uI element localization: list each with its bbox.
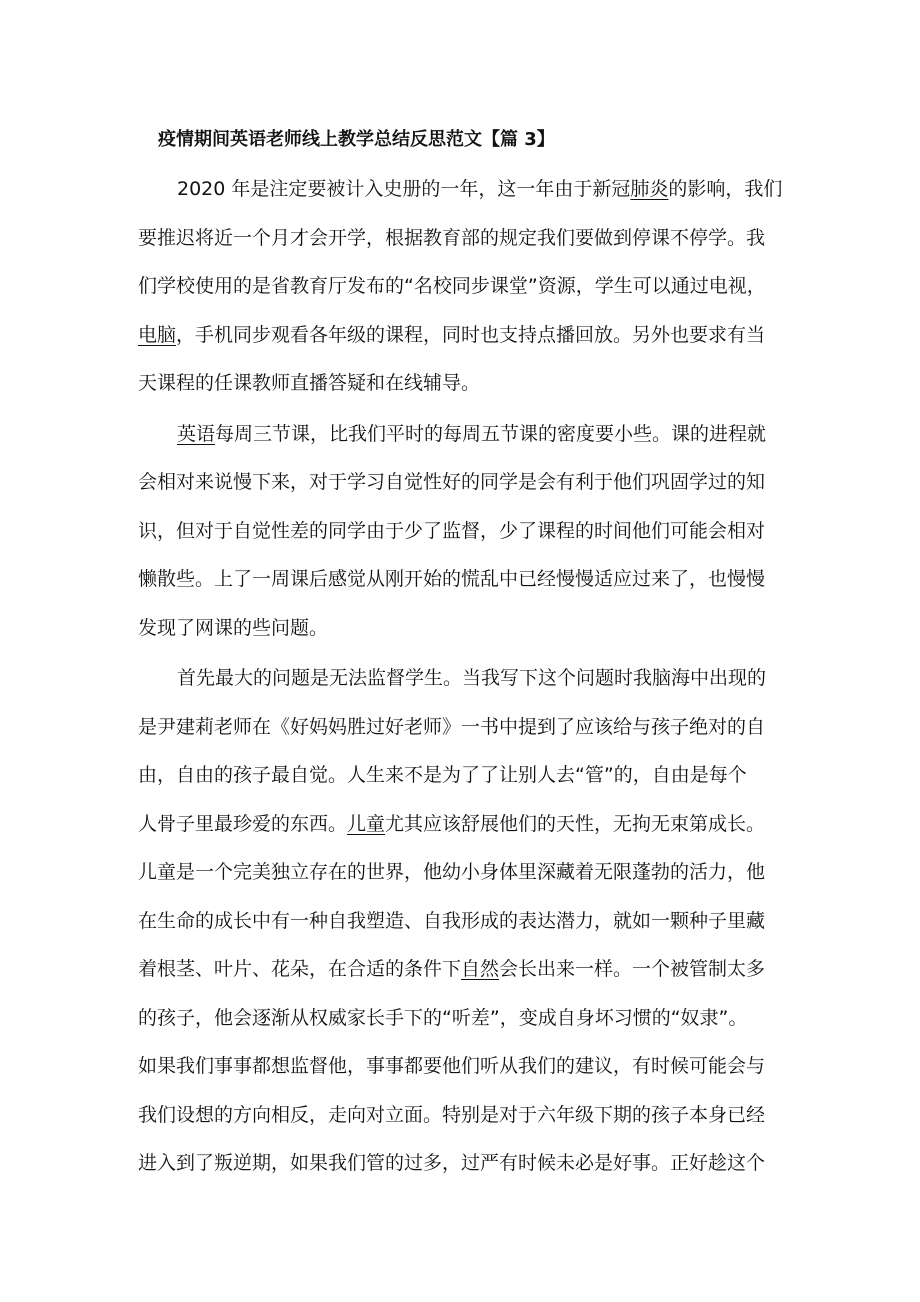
paragraph <box>138 657 767 1191</box>
text-line <box>138 314 764 363</box>
text-line <box>138 1142 764 1191</box>
paragraph <box>138 413 767 656</box>
text-segment: 2020 年是注定要被计入史册的一年，这一年由于新冠 <box>177 178 631 200</box>
underlined-term: 电脑 <box>138 323 177 346</box>
underlined-term: 肺炎 <box>630 178 669 200</box>
text-segment: 的孩子，他会逐渐从权威家长手下的“听差”，变成自身坏习惯的“奴隶”。 <box>138 1006 748 1029</box>
text-segment: ，手机同步观看各年级的课程，同时也支持点播回放。另外也要求有当 <box>176 323 766 346</box>
text-segment: 们学校使用的是省教育厅发布的“名校同步课堂”资源，学生可以通过电视， <box>138 275 766 297</box>
text-segment: 如果我们事事都想监督他，事事都要他们听从我们的建议，有时候可能会与 <box>138 1055 766 1077</box>
text-line <box>138 851 764 900</box>
text-segment: 人骨子里最珍爱的东西。 <box>138 812 348 835</box>
text-line <box>138 413 767 462</box>
text-segment: 会长出来一样。一个被管制太多 <box>499 958 766 980</box>
underlined-term: 儿童 <box>347 812 386 835</box>
text-line <box>138 706 764 755</box>
text-line <box>138 168 783 217</box>
text-segment: 首先最大的问题是无法监督学生。当我写下这个问题时我脑海中出现的 <box>177 667 767 689</box>
text-line <box>138 657 767 706</box>
text-line <box>138 265 764 314</box>
text-segment: 懒散些。上了一周课后感觉从刚开始的慌乱中已经慢慢适应过来了，也慢慢 <box>138 568 766 590</box>
text-line <box>138 754 764 803</box>
text-line <box>138 803 764 852</box>
text-line <box>138 510 764 559</box>
document-body <box>138 168 783 1193</box>
underlined-term: 自然 <box>461 958 500 980</box>
text-segment: 会相对来说慢下来，对于学习自觉性好的同学是会有利于他们巩固学过的知 <box>138 471 766 493</box>
text-line <box>138 1045 764 1094</box>
text-segment: 我们设想的方向相反，走向对立面。特别是对于六年级下期的孩子本身已经 <box>138 1103 766 1126</box>
text-line <box>138 217 764 266</box>
text-segment: 发现了网课的些问题。 <box>138 616 329 639</box>
text-segment: 进入到了叛逆期，如果我们管的过多，过严有时候未必是好事。正好趁这个 <box>138 1152 766 1174</box>
text-segment: 由，自由的孩子最自觉。人生来不是为了了让别人去“管”的，自由是每个 <box>138 764 747 786</box>
text-line <box>138 948 764 997</box>
text-segment: 识，但对于自觉性差的同学由于少了监督，少了课程的时间他们可能会相对 <box>138 519 766 542</box>
text-line <box>138 997 764 1046</box>
paragraph <box>138 168 783 411</box>
text-line <box>138 1094 764 1143</box>
text-segment: 着根茎、叶片、花朵，在合适的条件下 <box>138 958 462 980</box>
text-line <box>138 900 764 949</box>
text-line <box>138 607 764 656</box>
text-segment: 儿童是一个完美独立存在的世界，他幼小身体里深藏着无限蓬勃的活力，他 <box>138 861 766 883</box>
text-segment: 在生命的成长中有一种自我塑造、自我形成的表达潜力，就如一颗种子里藏 <box>138 909 766 932</box>
text-segment: 要推迟将近一个月才会开学，根据教育部的规定我们要做到停课不停学。我 <box>138 226 766 249</box>
text-line <box>138 461 764 510</box>
text-segment: 每周三节课，比我们平时的每周五节课的密度要小些。课的进程就 <box>215 422 767 445</box>
document-title: 疫情期间英语老师线上教学总结反思范文【篇 3】 <box>158 129 555 150</box>
text-segment: 的影响，我们 <box>668 178 783 200</box>
text-segment: 尤其应该舒展他们的天性，无拘无束第成长。 <box>385 812 766 835</box>
text-segment: 是尹建莉老师在《好妈妈胜过好老师》一书中提到了应该给与孩子绝对的自 <box>138 715 766 738</box>
text-segment: 天课程的任课教师直播答疑和在线辅导。 <box>138 372 481 394</box>
text-line <box>138 362 764 411</box>
text-line <box>138 558 764 607</box>
underlined-term: 英语 <box>177 422 216 445</box>
